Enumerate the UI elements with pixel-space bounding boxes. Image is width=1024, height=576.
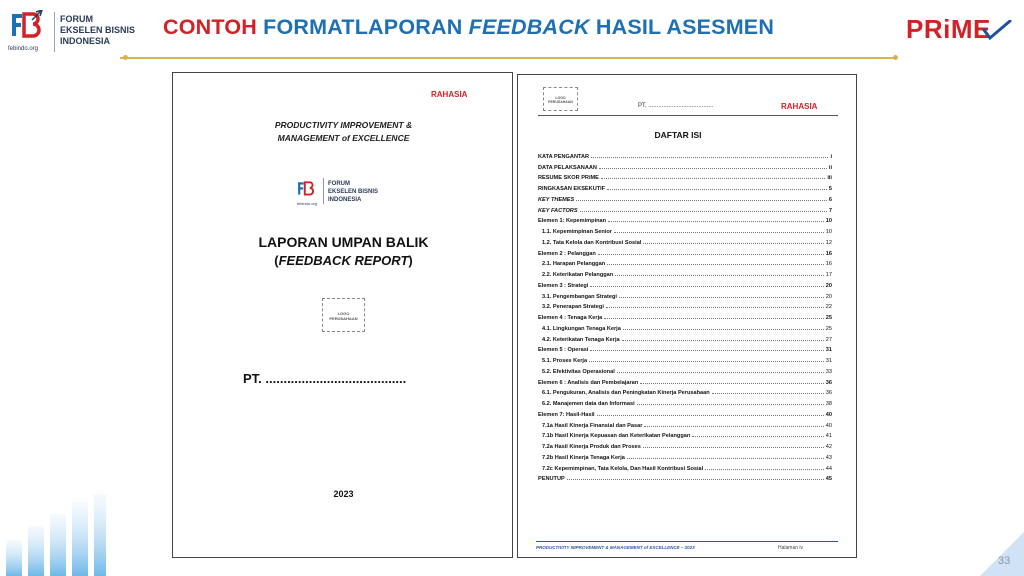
toc-entry-leader — [597, 415, 824, 416]
toc-entry — [538, 203, 832, 214]
toc-entry-leader — [607, 264, 824, 265]
toc-entry-label: Elemen 5 : Operasi — [538, 347, 589, 354]
logo-name-line2: EKSELEN BISNIS — [60, 25, 136, 35]
toc-entry-label: 7.2b Hasil Kinerja Tenaga Kerja — [542, 454, 625, 461]
logo-name — [60, 14, 135, 47]
toc-entries — [538, 149, 832, 482]
title-feedback: FEEDBACK — [468, 15, 590, 39]
toc-entry-leader — [580, 211, 827, 212]
toc-entry — [538, 310, 832, 321]
toc-entry-page: 22 — [825, 304, 832, 311]
toc-entry-label: RESUME SKOR PRiME — [538, 175, 599, 182]
toc-entry — [538, 257, 832, 268]
toc-entry-label: Elemen 2 : Pelanggan — [538, 250, 596, 257]
toc-entry — [538, 160, 832, 171]
toc-entry-leader — [640, 383, 824, 384]
toc-entry-label: Elemen 7: Hasil-Hasil — [538, 411, 595, 418]
toc-entry-label: 7.1b Hasil Kinerja Kepuasan dan Keterikatan Pelanggan — [542, 433, 691, 440]
header-divider-line — [120, 57, 896, 59]
toc-entry-leader — [623, 329, 824, 330]
toc-entry-leader — [598, 254, 824, 255]
toc-entry-page: 42 — [825, 444, 832, 450]
cover-logo-divider — [323, 178, 324, 204]
toc-entry — [538, 450, 832, 461]
cover-company-logo-line2: PERUSAHAAN — [329, 316, 358, 321]
title-format: FORMATLAPORAN — [263, 15, 463, 39]
toc-entry-page: 45 — [825, 476, 832, 483]
cover-sub-close: ) — [408, 253, 413, 268]
toc-entry-leader — [606, 307, 824, 308]
toc-entry-page: i — [830, 153, 832, 160]
checkmark-icon — [976, 20, 1012, 42]
decorative-corner — [980, 532, 1024, 576]
cover-program-name — [173, 119, 514, 145]
toc-entry-leader — [591, 157, 828, 158]
cover-logo-url: febindo.org — [297, 201, 318, 206]
cover-company-name: PT. ....................................... — [243, 371, 407, 386]
toc-entry-label: Elemen 4 : Tenaga Kerja — [538, 315, 603, 321]
toc-entry-leader — [692, 436, 823, 437]
toc-entry — [538, 429, 832, 440]
toc-entry-page: 33 — [825, 368, 832, 375]
toc-entry-page: 43 — [825, 454, 832, 461]
toc-entry — [538, 149, 832, 160]
toc-entry-label: KEY THEMES — [538, 196, 575, 203]
logo-name-line3: INDONESIA — [60, 36, 111, 46]
toc-entry-page: 16 — [825, 250, 832, 257]
toc-entry — [538, 214, 832, 225]
toc-entry — [538, 375, 832, 386]
toc-entry-label: 4.1. Lingkungan Tenaga Kerja — [542, 325, 621, 332]
toc-entry-page: 27 — [825, 336, 832, 343]
toc-entry — [538, 461, 832, 472]
toc-entry-page: 10 — [825, 218, 832, 225]
toc-entry-label: 6.2. Manajemen data dan Informasi — [542, 401, 635, 407]
prime-logo — [906, 14, 1014, 46]
toc-entry-page: 25 — [825, 325, 832, 332]
toc-entry — [538, 332, 832, 343]
toc-entry — [538, 289, 832, 300]
toc-entry-leader — [601, 178, 825, 179]
toc-entry-page: 6 — [828, 196, 832, 203]
cover-company-logo-placeholder — [322, 298, 365, 332]
toc-company-name: PT. ....................................... — [638, 103, 714, 109]
toc-entry-leader — [590, 350, 823, 351]
toc-entry-page: 40 — [825, 422, 832, 429]
toc-entry — [538, 418, 832, 429]
toc-entry-label: 1.1. Kepemimpinan Senior — [542, 229, 612, 235]
toc-company-logo-placeholder — [543, 87, 578, 111]
cover-sub-open: ( — [274, 253, 279, 268]
toc-entry-page: 36 — [825, 390, 832, 397]
toc-entry-leader — [643, 447, 824, 448]
toc-entry — [538, 278, 832, 289]
cover-forum-logo — [297, 178, 387, 208]
toc-entry-leader — [643, 243, 823, 244]
toc-entry-label: 3.2. Penerapan Strategi — [542, 304, 604, 311]
toc-entry-leader — [619, 297, 824, 298]
cover-confidential-label: RAHASIA — [431, 90, 468, 99]
toc-confidential-label: RAHASIA — [781, 102, 818, 111]
toc-entry-leader — [614, 232, 824, 233]
toc-footer-line — [536, 541, 838, 542]
forum-logo — [6, 8, 136, 56]
toc-entry-label: 2.2. Keterikatan Pelanggan — [542, 272, 614, 278]
toc-entry-leader — [637, 404, 824, 405]
toc-entry-label: KATA PENGANTAR — [538, 153, 590, 160]
toc-entry-label: 5.2. Efektivitas Operasional — [542, 368, 615, 375]
toc-entry — [538, 181, 832, 192]
cover-page — [172, 72, 513, 558]
toc-entry — [538, 407, 832, 418]
toc-header-line — [538, 115, 838, 116]
cover-logo-line1: FORUM — [328, 181, 350, 187]
toc-entry — [538, 343, 832, 354]
toc-entry-leader — [627, 458, 824, 459]
toc-footer-program: PRODUCTIVITY IMPROVEMENT & MANAGEMENT of EXCELLENCE – 2023 — [536, 545, 695, 550]
toc-entry — [538, 192, 832, 203]
slide-title — [163, 15, 774, 40]
toc-entry-label: 7.2c Kepemimpinan, Tata Kelola, Dan Hasil Kontribusi Sosial — [542, 465, 704, 472]
toc-entry — [538, 267, 832, 278]
title-hasil-asesmen: HASIL ASESMEN — [595, 15, 775, 39]
header-line-dot-left — [123, 55, 128, 60]
toc-entry-page: 10 — [825, 229, 832, 235]
logo-name-line1: FORUM — [60, 14, 93, 24]
prime-logo-text: PRiME — [906, 14, 991, 44]
toc-entry-page: 5 — [828, 186, 832, 192]
toc-entry — [538, 364, 832, 375]
cover-program-line1: PRODUCTIVITY IMPROVEMENT & — [274, 120, 413, 130]
toc-entry-leader — [607, 189, 827, 190]
toc-entry-leader — [576, 200, 827, 201]
toc-entry — [538, 396, 832, 407]
title-contoh: CONTOH — [163, 15, 257, 39]
cover-report-subtitle — [173, 253, 514, 268]
toc-entry-leader — [615, 275, 824, 276]
toc-entry-label: 5.1. Proses Kerja — [542, 358, 588, 364]
toc-company-logo-line1: LOGO — [555, 96, 566, 100]
logo-divider — [54, 12, 55, 52]
toc-entry-page: 38 — [825, 401, 832, 407]
toc-entry-page: 16 — [825, 261, 832, 268]
fbi-logo-icon — [10, 10, 46, 42]
toc-entry — [538, 386, 832, 397]
header-line-dot-right — [893, 55, 898, 60]
toc-entry-label: 7.2a Hasil Kinerja Produk dan Proses — [542, 444, 641, 450]
cover-report-title: LAPORAN UMPAN BALIK — [258, 234, 429, 250]
toc-entry — [538, 235, 832, 246]
toc-entry-page: 31 — [825, 347, 832, 354]
toc-entry-page: 41 — [825, 433, 832, 440]
toc-entry-leader — [622, 340, 824, 341]
cover-program-line2: MANAGEMENT of EXCELLENCE — [277, 133, 410, 143]
cover-logo-line3: INDONESIA — [328, 197, 362, 203]
toc-entry-leader — [590, 286, 823, 287]
toc-entry — [538, 353, 832, 364]
toc-entry — [538, 439, 832, 450]
toc-entry-page: ii — [828, 164, 832, 171]
toc-page — [517, 74, 857, 558]
toc-entry — [538, 472, 832, 483]
toc-entry-label: PENUTUP — [538, 476, 565, 483]
toc-entry-leader — [712, 393, 824, 394]
cover-company-logo-line1: LOGO — [337, 311, 350, 316]
logo-url: febindo.org — [8, 46, 39, 52]
toc-entry-page: 31 — [825, 358, 832, 364]
toc-title: DAFTAR ISI — [654, 130, 702, 140]
toc-entry-label: 6.1. Pengukuran, Analisis dan Peningkatan Kinerja Perusahaan — [542, 390, 710, 397]
toc-entry-leader — [567, 479, 824, 480]
toc-entry-page: 40 — [825, 411, 832, 418]
toc-entry — [538, 224, 832, 235]
toc-entry-page: 20 — [825, 282, 832, 289]
toc-entry-label: DATA PELAKSANAAN — [538, 164, 597, 171]
cover-sub-italic: FEEDBACK REPORT — [278, 253, 409, 268]
toc-entry-label: 3.1. Pengembangan Strategi — [542, 293, 617, 300]
toc-entry-page: 20 — [825, 293, 832, 300]
toc-entry-label: Elemen 1: Kepemimpinan — [538, 218, 607, 225]
toc-footer-page: Halaman iv — [778, 545, 804, 551]
toc-entry-page: 25 — [825, 315, 832, 321]
toc-entry-page: 36 — [825, 379, 832, 386]
toc-entry-page: 17 — [825, 272, 832, 278]
toc-entry-label: Elemen 6 : Analisis dan Pembelajaran — [538, 379, 639, 386]
toc-entry — [538, 321, 832, 332]
toc-entry-label: 7.1a Hasil Kinerja Finansial dan Pasar — [542, 422, 643, 429]
cover-logo-line2: EKSELEN BISNIS — [328, 189, 379, 195]
toc-entry-label: KEY FACTORS — [538, 207, 578, 214]
toc-entry-label: 4.2. Keterikatan Tenaga Kerja — [542, 336, 620, 343]
slide-number: 33 — [998, 555, 1011, 567]
toc-entry-label: RINGKASAN EKSEKUTIF — [538, 186, 606, 192]
toc-entry-leader — [705, 469, 824, 470]
cover-logo-name — [328, 180, 378, 204]
cover-fbi-logo-icon — [297, 180, 317, 198]
toc-entry-leader — [644, 426, 823, 427]
toc-entry — [538, 246, 832, 257]
toc-entry-leader — [599, 168, 827, 169]
cover-year: 2023 — [333, 489, 354, 499]
toc-entry-leader — [604, 318, 824, 319]
toc-entry-leader — [617, 372, 824, 373]
toc-entry-leader — [608, 221, 824, 222]
toc-company-logo-line2: PERUSAHAAN — [548, 100, 573, 104]
toc-entry-label: 1.2. Tata Kelola dan Kontribusi Sosial — [542, 239, 642, 246]
toc-entry-page: iii — [827, 175, 832, 182]
toc-entry-label: 2.1. Harapan Pelanggan — [542, 261, 606, 268]
toc-entry — [538, 171, 832, 182]
toc-entry-page: 44 — [825, 465, 832, 472]
toc-entry — [538, 300, 832, 311]
toc-entry-page: 7 — [828, 207, 832, 214]
decorative-bars — [0, 490, 110, 576]
toc-entry-label: Elemen 3 : Strategi — [538, 282, 589, 289]
toc-entry-leader — [589, 361, 824, 362]
toc-entry-page: 12 — [825, 239, 832, 246]
